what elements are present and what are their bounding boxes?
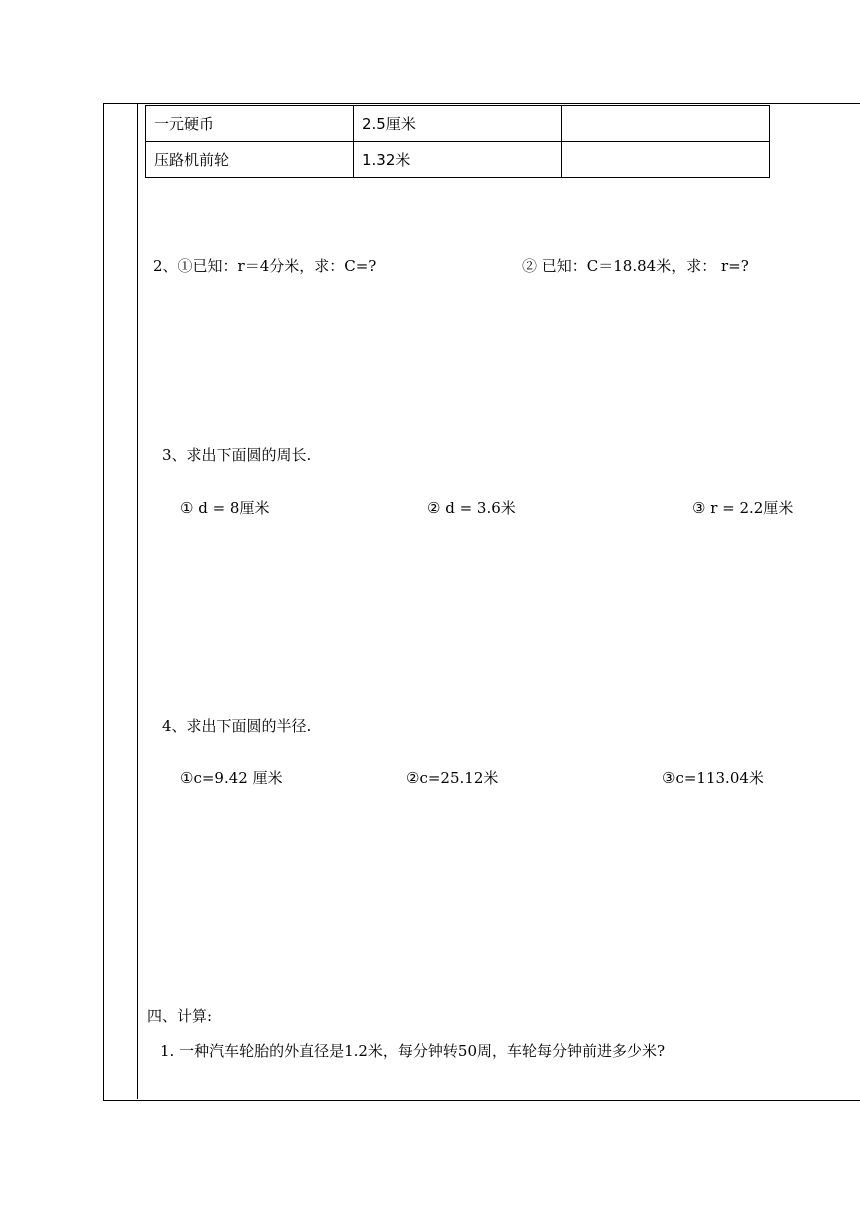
question-4b: ②c=25.12米: [406, 769, 499, 787]
data-table: [145, 105, 770, 178]
left-margin-rule: [137, 103, 138, 1099]
table-row: [146, 106, 770, 142]
question-3b: ② d = 3.6米: [427, 499, 516, 517]
question-2b: ② 已知：C＝18.84米，求： r=?: [522, 257, 749, 275]
table-cell: [562, 106, 770, 142]
table-row: [146, 142, 770, 178]
question-2a: 2、①已知：r＝4分米，求：C=?: [153, 257, 377, 275]
section-4-title: 四、计算:: [147, 1007, 213, 1025]
table-cell: [562, 142, 770, 178]
page-frame: [103, 103, 860, 1101]
table-cell: 2.5厘米: [354, 106, 562, 142]
question-3-title: 3、求出下面圆的周长.: [162, 446, 312, 464]
question-3c: ③ r = 2.2厘米: [692, 499, 794, 517]
question-4-title: 4、求出下面圆的半径.: [162, 717, 312, 735]
question-4a: ①c=9.42 厘米: [180, 769, 283, 787]
table-cell: 1.32米: [354, 142, 562, 178]
question-3a: ① d = 8厘米: [180, 499, 270, 517]
table-cell: 压路机前轮: [146, 142, 354, 178]
table-cell: 一元硬币: [146, 106, 354, 142]
question-4c: ③c=113.04米: [662, 769, 764, 787]
section-4-item-1: 1. 一种汽车轮胎的外直径是1.2米，每分钟转50周，车轮每分钟前进多少米?: [160, 1042, 666, 1060]
